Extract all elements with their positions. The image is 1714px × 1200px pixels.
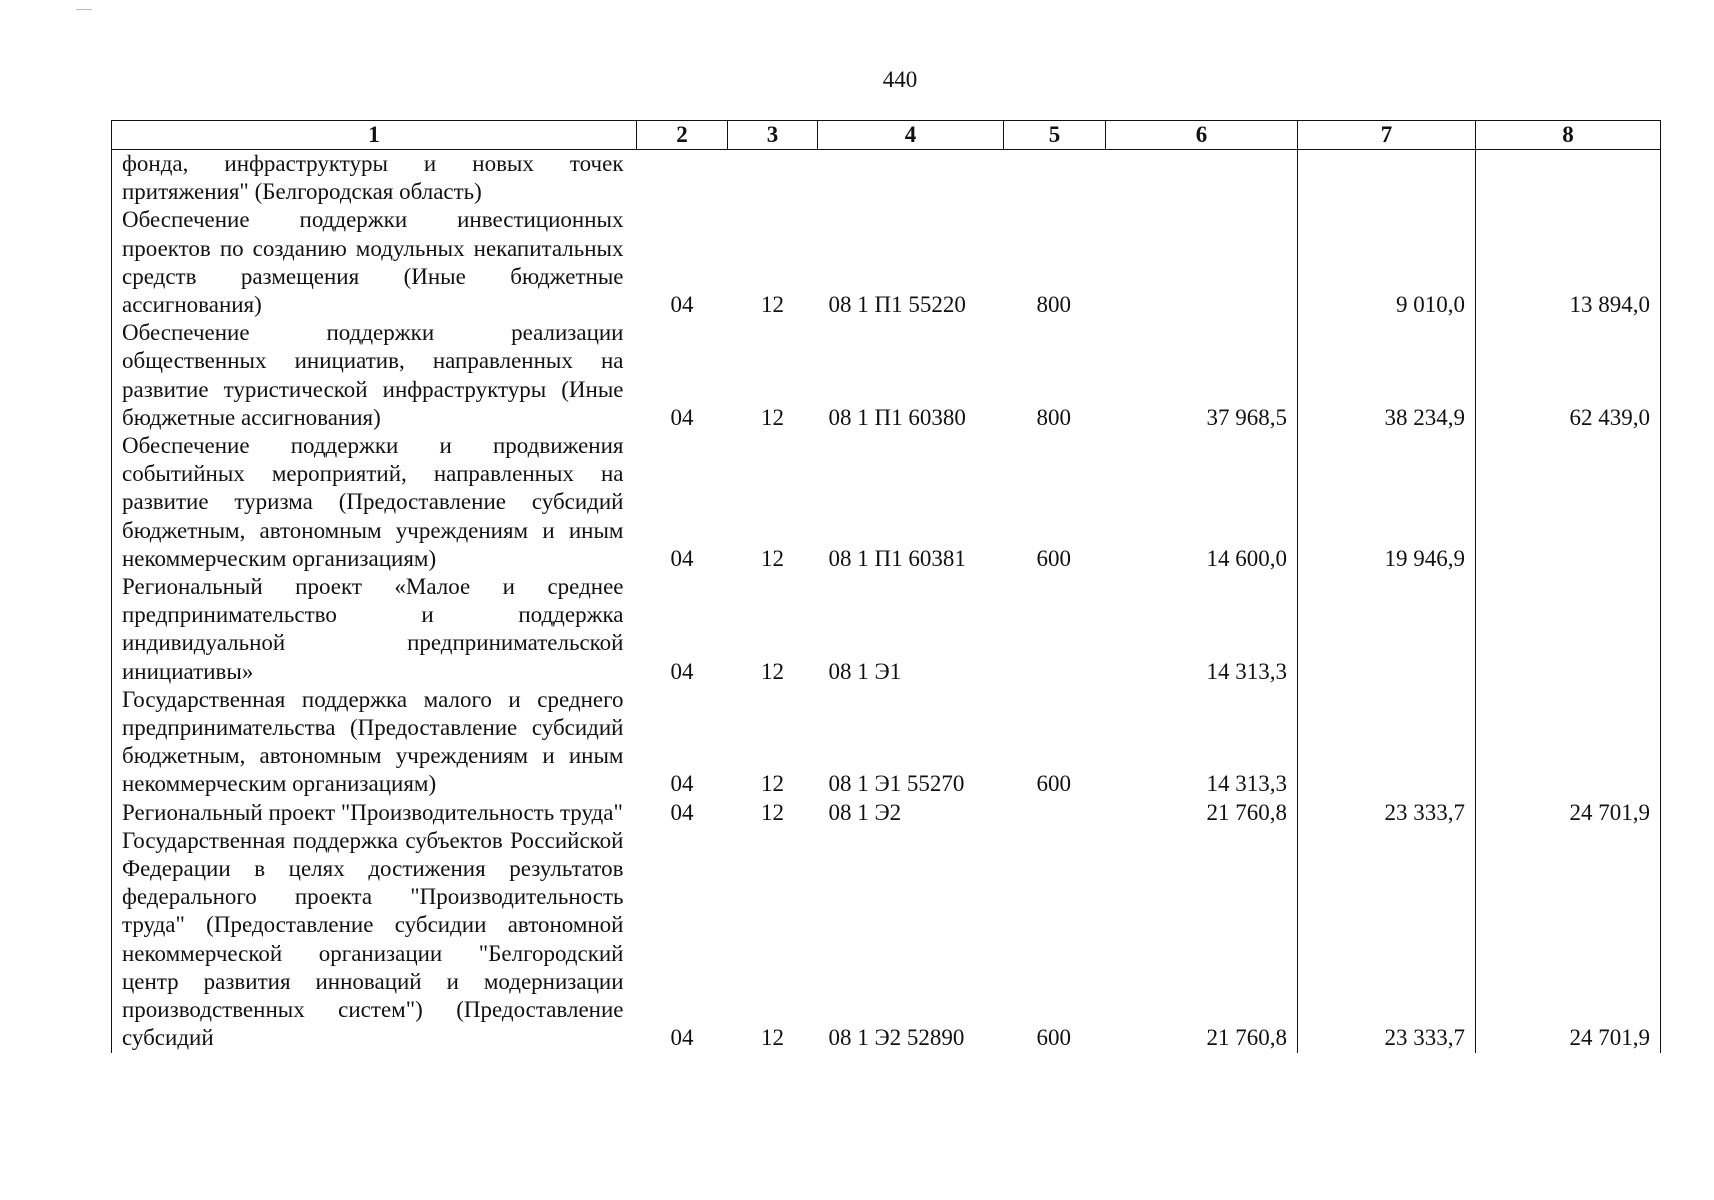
table-row bbox=[112, 206, 1661, 319]
cell-expense-type bbox=[1004, 799, 1106, 827]
row-name: Обеспечение поддержки реализации общественных инициатив, направленных на развитие туристической инфраструктуры (Иные бюджетные ассигнования) bbox=[112, 319, 637, 432]
cell-amount-col7: 38 234,9 bbox=[1298, 319, 1476, 432]
cell-subsection: 12 bbox=[761, 404, 784, 430]
column-header-7: 7 bbox=[1298, 121, 1476, 150]
column-header-2: 2 bbox=[637, 121, 728, 150]
column-header-4: 4 bbox=[818, 121, 1004, 150]
column-header-8: 8 bbox=[1476, 121, 1661, 150]
table-row bbox=[112, 827, 1661, 1053]
cell-amount-col7 bbox=[1298, 686, 1476, 799]
cell-section: 04 bbox=[670, 404, 694, 430]
cell-target-article bbox=[818, 150, 1004, 207]
cell-subsection: 12 bbox=[761, 292, 784, 318]
cell-amount-col6: 37 968,5 bbox=[1106, 319, 1298, 432]
cell-target-article: 08 1 Э1 55270 bbox=[828, 771, 965, 797]
cell-expense-type: 600 bbox=[1036, 1025, 1071, 1051]
table-row bbox=[112, 799, 1661, 827]
cell-amount-col7: 19 946,9 bbox=[1298, 432, 1476, 573]
cell-amount-col8 bbox=[1476, 150, 1661, 207]
cell-expense-type bbox=[1004, 573, 1106, 686]
cell-amount-col8 bbox=[1476, 573, 1661, 686]
scan-mark bbox=[76, 9, 92, 10]
column-header-1: 1 bbox=[112, 121, 637, 150]
cell-amount-col6 bbox=[1106, 206, 1298, 319]
cell-amount-col6 bbox=[1106, 150, 1298, 207]
cell-expense-type: 600 bbox=[1036, 771, 1071, 797]
cell-expense-type bbox=[1004, 150, 1106, 207]
cell-subsection: 12 bbox=[761, 799, 784, 825]
row-name: Обеспечение поддержки и продвижения событийных мероприятий, направленных на развитие туризма (Предоставление субсидий бюджетным, автономным учреждениям и иным некоммерческим организациям) bbox=[112, 432, 637, 573]
row-name: фонда, инфраструктуры и новых точек притяжения" (Белгородская область) bbox=[112, 150, 637, 207]
cell-amount-col6: 21 760,8 bbox=[1106, 827, 1298, 1053]
row-name: Региональный проект «Малое и среднее предпринимательство и поддержка индивидуальной предпринимательской инициативы» bbox=[112, 573, 637, 686]
column-header-6: 6 bbox=[1106, 121, 1298, 150]
cell-expense-type: 800 bbox=[1036, 404, 1071, 430]
cell-amount-col6: 21 760,8 bbox=[1106, 799, 1298, 827]
budget-table bbox=[111, 120, 1661, 1053]
cell-amount-col8 bbox=[1476, 686, 1661, 799]
column-header-5: 5 bbox=[1004, 121, 1106, 150]
row-name: Обеспечение поддержки инвестиционных проектов по созданию модульных некапитальных средств размещения (Иные бюджетные ассигнования) bbox=[112, 206, 637, 319]
cell-target-article: 08 1 П1 60380 bbox=[828, 404, 966, 430]
column-header-3: 3 bbox=[728, 121, 818, 150]
cell-amount-col7: 23 333,7 bbox=[1298, 827, 1476, 1053]
cell-target-article: 08 1 Э1 bbox=[828, 658, 902, 684]
cell-amount-col7 bbox=[1298, 573, 1476, 686]
cell-section bbox=[637, 150, 728, 207]
cell-target-article: 08 1 П1 60381 bbox=[828, 545, 966, 571]
cell-amount-col6: 14 313,3 bbox=[1106, 686, 1298, 799]
cell-amount-col6: 14 600,0 bbox=[1106, 432, 1298, 573]
table-row bbox=[112, 573, 1661, 686]
cell-section: 04 bbox=[670, 658, 694, 684]
cell-amount-col7: 9 010,0 bbox=[1298, 206, 1476, 319]
cell-target-article: 08 1 П1 55220 bbox=[828, 292, 966, 318]
cell-section: 04 bbox=[670, 1025, 694, 1051]
cell-amount-col7 bbox=[1298, 150, 1476, 207]
cell-target-article: 08 1 Э2 52890 bbox=[828, 1025, 965, 1051]
header-row bbox=[112, 121, 1661, 150]
cell-amount-col6: 14 313,3 bbox=[1106, 573, 1298, 686]
cell-expense-type: 800 bbox=[1036, 292, 1071, 318]
row-name: Государственная поддержка малого и среднего предпринимательства (Предоставление субсидий бюджетным, автономным учреждениям и иным некоммерческим организациям) bbox=[112, 686, 637, 799]
row-name: Государственная поддержка субъектов Российской Федерации в целях достижения результатов федерального проекта "Производительность труда" (Предоставление субсидии автономной некоммерческой организации "Белгородский центр развития инноваций и модернизации производственных систем") (Предоставление субсидий bbox=[112, 827, 637, 1053]
cell-subsection: 12 bbox=[761, 771, 784, 797]
table-row bbox=[112, 432, 1661, 573]
cell-amount-col8: 24 701,9 bbox=[1476, 827, 1661, 1053]
table-row bbox=[112, 686, 1661, 799]
cell-amount-col8: 24 701,9 bbox=[1476, 799, 1661, 827]
cell-subsection bbox=[728, 150, 818, 207]
cell-section: 04 bbox=[670, 292, 694, 318]
cell-subsection: 12 bbox=[761, 1025, 784, 1051]
cell-section: 04 bbox=[670, 799, 694, 825]
cell-subsection: 12 bbox=[761, 545, 784, 571]
page-number: 440 bbox=[882, 67, 918, 92]
table-row bbox=[112, 319, 1661, 432]
cell-amount-col7: 23 333,7 bbox=[1298, 799, 1476, 827]
cell-subsection: 12 bbox=[761, 658, 784, 684]
cell-target-article: 08 1 Э2 bbox=[828, 799, 902, 825]
table-row bbox=[112, 150, 1661, 207]
cell-section: 04 bbox=[670, 545, 694, 571]
cell-section: 04 bbox=[670, 771, 694, 797]
row-name: Региональный проект "Производительность труда" bbox=[112, 799, 637, 827]
cell-expense-type: 600 bbox=[1036, 545, 1071, 571]
cell-amount-col8 bbox=[1476, 432, 1661, 573]
cell-amount-col8: 13 894,0 bbox=[1476, 206, 1661, 319]
cell-amount-col8: 62 439,0 bbox=[1476, 319, 1661, 432]
